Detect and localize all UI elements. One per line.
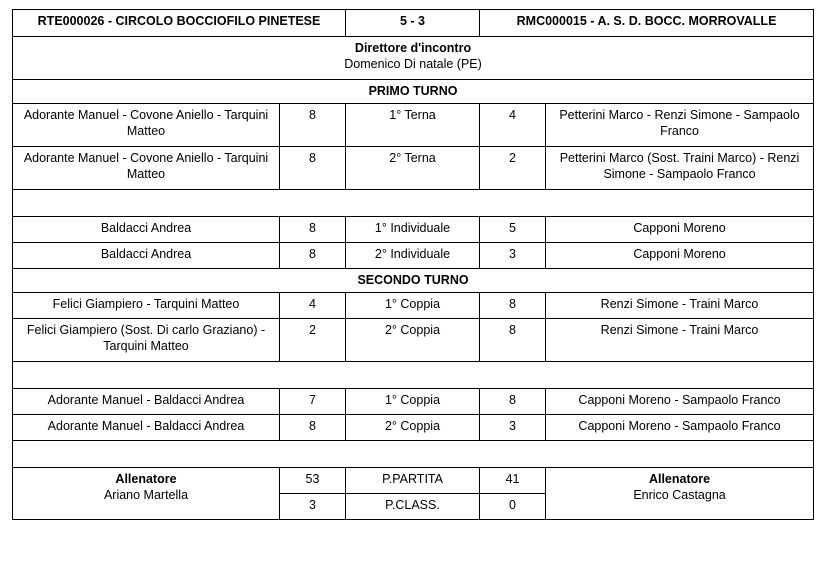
match-row xyxy=(13,147,814,190)
game-type: 2° Terna xyxy=(346,147,480,190)
match-row xyxy=(13,217,814,243)
away-players: Renzi Simone - Traini Marco xyxy=(546,293,814,319)
home-score: 8 xyxy=(280,243,346,269)
home-match-points: 53 xyxy=(280,468,346,494)
away-team-name: RMC000015 - A. S. D. BOCC. MORROVALLE xyxy=(480,10,814,37)
away-players: Capponi Moreno xyxy=(546,217,814,243)
home-players: Felici Giampiero (Sost. Di carlo Graziano) - Tarquini Matteo xyxy=(13,319,280,362)
away-players: Renzi Simone - Traini Marco xyxy=(546,319,814,362)
away-coach-name: Enrico Castagna xyxy=(633,488,726,502)
home-players: Adorante Manuel - Covone Aniello - Tarquini Matteo xyxy=(13,147,280,190)
away-score: 2 xyxy=(480,147,546,190)
home-players: Baldacci Andrea xyxy=(13,243,280,269)
class-points-label: P.CLASS. xyxy=(346,494,480,520)
home-score: 8 xyxy=(280,217,346,243)
game-type: 1° Coppia xyxy=(346,293,480,319)
director-row xyxy=(13,37,814,80)
away-players: Capponi Moreno xyxy=(546,243,814,269)
away-score: 3 xyxy=(480,243,546,269)
match-row xyxy=(13,104,814,147)
match-row xyxy=(13,389,814,415)
director-title: Direttore d'incontro xyxy=(354,41,472,55)
away-score: 8 xyxy=(480,389,546,415)
second-round-title-row xyxy=(13,269,814,293)
spacer-row xyxy=(13,362,814,389)
first-round-title: PRIMO TURNO xyxy=(13,80,814,104)
game-type: 1° Coppia xyxy=(346,389,480,415)
away-players: Petterini Marco - Renzi Simone - Sampaolo Franco xyxy=(546,104,814,147)
match-row xyxy=(13,319,814,362)
away-score: 3 xyxy=(480,415,546,441)
spacer-cell xyxy=(13,441,814,468)
away-score: 5 xyxy=(480,217,546,243)
match-points-label: P.PARTITA xyxy=(346,468,480,494)
away-players: Petterini Marco (Sost. Traini Marco) - Renzi Simone - Sampaolo Franco xyxy=(546,147,814,190)
away-score: 8 xyxy=(480,319,546,362)
match-score: 5 - 3 xyxy=(346,10,480,37)
home-coach-name: Ariano Martella xyxy=(103,488,189,502)
home-class-points: 3 xyxy=(280,494,346,520)
spacer-cell xyxy=(13,190,814,217)
home-score: 4 xyxy=(280,293,346,319)
home-score: 7 xyxy=(280,389,346,415)
game-type: 1° Terna xyxy=(346,104,480,147)
away-players: Capponi Moreno - Sampaolo Franco xyxy=(546,415,814,441)
away-coach-cell xyxy=(546,468,814,520)
home-team-name: RTE000026 - CIRCOLO BOCCIOFILO PINETESE xyxy=(13,10,346,37)
away-match-points: 41 xyxy=(480,468,546,494)
home-score: 2 xyxy=(280,319,346,362)
match-row xyxy=(13,293,814,319)
home-coach-title: Allenatore xyxy=(115,472,177,486)
spacer-cell xyxy=(13,362,814,389)
home-score: 8 xyxy=(280,147,346,190)
spacer-row xyxy=(13,190,814,217)
first-round-title-row xyxy=(13,80,814,104)
away-coach-title: Allenatore xyxy=(648,472,711,486)
header-row xyxy=(13,10,814,37)
game-type: 1° Individuale xyxy=(346,217,480,243)
match-row xyxy=(13,415,814,441)
game-type: 2° Coppia xyxy=(346,415,480,441)
home-players: Adorante Manuel - Baldacci Andrea xyxy=(13,415,280,441)
away-players: Capponi Moreno - Sampaolo Franco xyxy=(546,389,814,415)
home-players: Adorante Manuel - Baldacci Andrea xyxy=(13,389,280,415)
match-report-table xyxy=(12,9,814,520)
away-score: 8 xyxy=(480,293,546,319)
game-type: 2° Individuale xyxy=(346,243,480,269)
away-class-points: 0 xyxy=(480,494,546,520)
director-name: Domenico Di natale (PE) xyxy=(344,57,482,71)
home-score: 8 xyxy=(280,104,346,147)
away-score: 4 xyxy=(480,104,546,147)
match-row xyxy=(13,243,814,269)
home-coach-cell xyxy=(13,468,280,520)
home-players: Adorante Manuel - Covone Aniello - Tarquini Matteo xyxy=(13,104,280,147)
spacer-row xyxy=(13,441,814,468)
home-score: 8 xyxy=(280,415,346,441)
second-round-title: SECONDO TURNO xyxy=(13,269,814,293)
director-cell xyxy=(13,37,814,80)
home-players: Felici Giampiero - Tarquini Matteo xyxy=(13,293,280,319)
totals-row xyxy=(13,468,814,494)
game-type: 2° Coppia xyxy=(346,319,480,362)
home-players: Baldacci Andrea xyxy=(13,217,280,243)
